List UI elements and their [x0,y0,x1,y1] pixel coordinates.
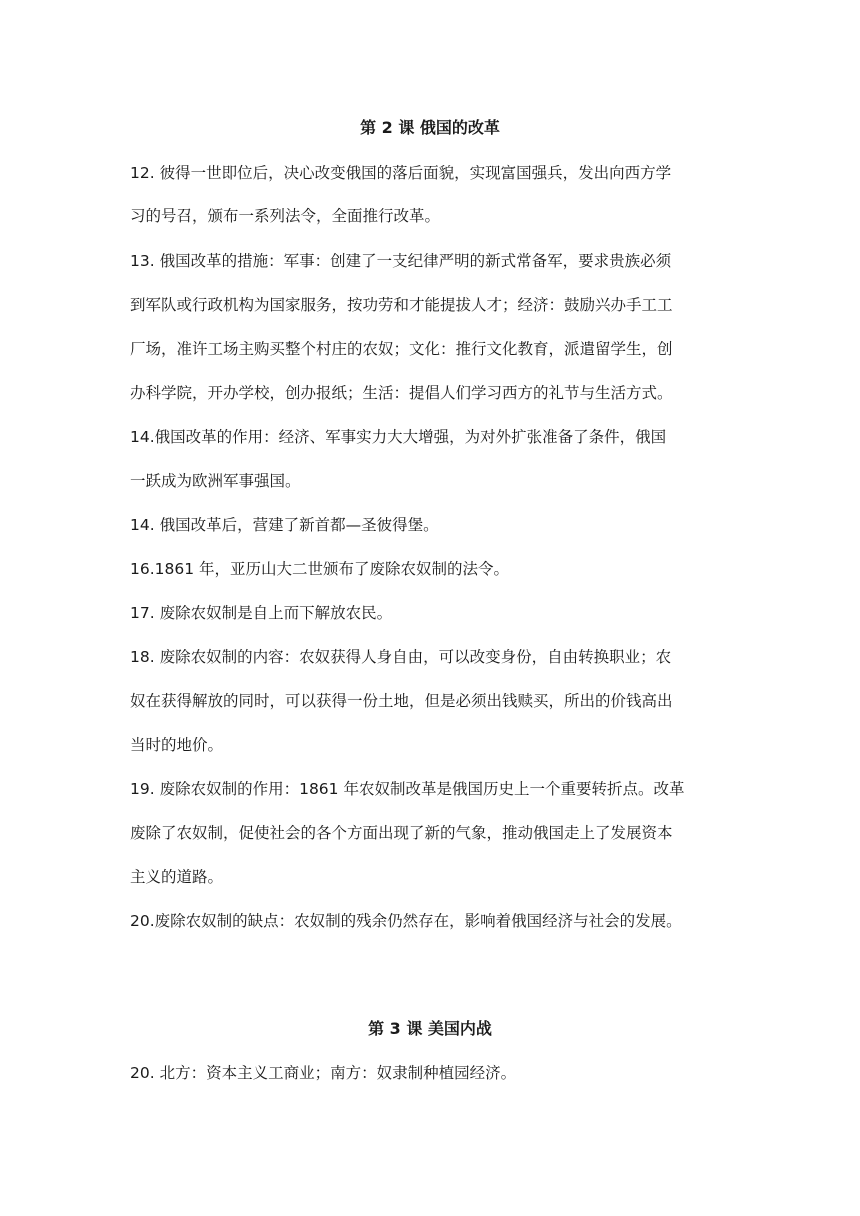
lesson-2-item-14a-line-1: 14.俄国改革的作用：经济、军事实力大大增强，为对外扩张准备了条件，俄国 [130,428,667,446]
lesson-2-title: 第 2 课 俄国的改革 [360,118,500,137]
lesson-2-item-19-line-2: 废除了农奴制，促使社会的各个方面出现了新的气象，推动俄国走上了发展资本 [130,824,673,842]
lesson-2-item-13-line-3: 厂场，准许工场主购买整个村庄的农奴；文化：推行文化教育，派遣留学生，创 [130,340,673,358]
lesson-2-item-20-line-1: 20.废除农奴制的缺点：农奴制的残余仍然存在，影响着俄国经济与社会的发展。 [130,912,682,930]
lesson-2-item-14a-line-2: 一跃成为欧洲军事强国。 [130,472,301,490]
lesson-2-item-13-line-1: 13. 俄国改革的措施：军事：创建了一支纪律严明的新式常备军，要求贵族必须 [130,252,672,270]
lesson-2-item-16-line-1: 16.1861 年，亚历山大二世颁布了废除农奴制的法令。 [130,560,510,578]
lesson-2-item-18-line-2: 奴在获得解放的同时，可以获得一份土地，但是必须出钱赎买，所出的价钱高出 [130,692,673,710]
lesson-2-item-14b-line-1: 14. 俄国改革后，营建了新首都—圣彼得堡。 [130,516,439,534]
lesson-2-item-19-line-3: 主义的道路。 [130,868,224,886]
lesson-3-title: 第 3 课 美国内战 [368,1019,492,1038]
lesson-2-item-18-line-1: 18. 废除农奴制的内容：农奴获得人身自由，可以改变身份，自由转换职业；农 [130,648,672,666]
lesson-2-item-12-line-1: 12. 彼得一世即位后，决心改变俄国的落后面貌，实现富国强兵，发出向西方学 [130,164,672,182]
lesson-2-item-13-line-2: 到军队或行政机构为国家服务，按功劳和才能提拔人才；经济：鼓励兴办手工工 [130,296,673,314]
lesson-3-item-20-line-1: 20. 北方：资本主义工商业；南方：奴隶制种植园经济。 [130,1064,517,1082]
lesson-2-item-12-line-2: 习的号召，颁布一系列法令，全面推行改革。 [130,207,441,225]
lesson-2-item-13-line-4: 办科学院，开办学校，创办报纸；生活：提倡人们学习西方的礼节与生活方式。 [130,384,673,402]
lesson-2-item-18-line-3: 当时的地价。 [130,736,224,754]
lesson-2-item-17-line-1: 17. 废除农奴制是自上而下解放农民。 [130,604,393,622]
lesson-2-item-19-line-1: 19. 废除农奴制的作用：1861 年农奴制改革是俄国历史上一个重要转折点。改革 [130,780,685,798]
